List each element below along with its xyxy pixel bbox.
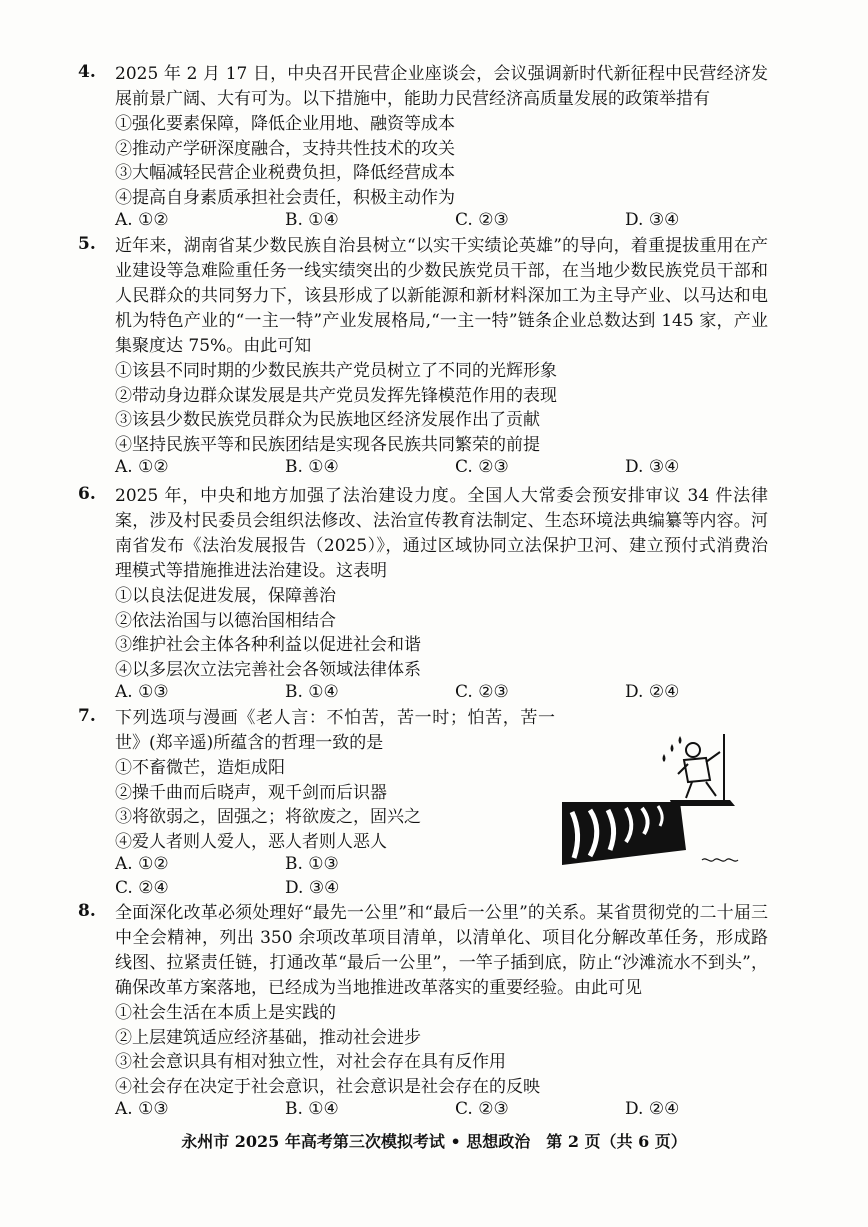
statement-1: ①该县不同时期的少数民族共产党员树立了不同的光辉形象: [115, 361, 557, 381]
statement-4: ④社会存在决定于社会意识，社会意识是社会存在的反映: [115, 1076, 540, 1097]
statement-3: ③维护社会主体各种利益以促进社会和谐: [115, 635, 421, 655]
statement-3: ③大幅减轻民营企业税费负担，降低经营成本: [115, 163, 455, 183]
answer-choices-row-1: [115, 854, 415, 878]
statement-2: ②推动产学研深度融合，支持共性技术的攻关: [115, 138, 455, 159]
question-stem: 全面深化改革必须处理好“最先一公里”和“最后一公里”的关系。某省贯彻党的二十届三中全会精神，列出 350 余项改革项目清单，以清单化、项目化分解改革任务，形成路线图、拉紧责任链，打通改革“最后一公里”，一竿子插到底，防止“沙滩流水不到头”，确保改革方案落地，已经成为当地推进改革落实的重要经验。由此可见: [115, 903, 768, 998]
choice-c[interactable]: C. ②③: [455, 210, 509, 230]
choice-a[interactable]: A. ①③: [115, 682, 169, 702]
choice-a[interactable]: A. ①②: [115, 854, 169, 874]
statement-2: ②操千曲而后晓声，观千剑而后识器: [115, 782, 387, 803]
answer-choices: [115, 1099, 768, 1123]
choice-a[interactable]: A. ①②: [115, 210, 169, 230]
choice-b[interactable]: B. ①③: [285, 854, 339, 874]
statement-3: ③将欲弱之，固强之；将欲废之，固兴之: [115, 807, 421, 827]
question-number: 8.: [78, 901, 96, 921]
statement-3: ③该县少数民族党员群众为民族地区经济发展作出了贡献: [115, 410, 540, 430]
cartoon-illustration: [560, 730, 750, 875]
statement-2: ②上层建筑适应经济基础，推动社会进步: [115, 1027, 421, 1048]
choice-b[interactable]: B. ①④: [285, 1099, 339, 1119]
choice-c[interactable]: C. ②③: [455, 1099, 509, 1119]
statement-2: ②带动身边群众谋发展是共产党员发挥先锋模范作用的表现: [115, 385, 557, 406]
statement-1: ①不畜微芒，造炬成阳: [115, 758, 285, 778]
choice-a[interactable]: A. ①②: [115, 457, 169, 477]
choice-d[interactable]: D. ③④: [625, 210, 680, 230]
statement-4: ④以多层次立法完善社会各领域法律体系: [115, 659, 421, 680]
choice-d[interactable]: D. ③④: [625, 457, 680, 477]
statement-1: ①以良法促进发展，保障善治: [115, 586, 336, 606]
question-stem: 2025 年，中央和地方加强了法治建设力度。全国人大常委会预安排审议 34 件法律案，涉及村民委员会组织法修改、法治宣传教育法制定、生态环境法典编纂等内容。河南省发布《法治发展报告（2025）》，通过区域协同立法保护卫河、建立预付式消费治理模式等措施推进法治建设。这表明: [115, 486, 768, 581]
statement-2: ②依法治国与以德治国相结合: [115, 610, 336, 631]
statement-4: ④爱人者则人爱人，恶人者则人恶人: [115, 831, 387, 852]
answer-choices-row-2: [115, 878, 415, 902]
statement-4: ④提高自身素质承担社会责任，积极主动作为: [115, 187, 455, 208]
cartoon-drawing: [560, 730, 750, 875]
choice-d[interactable]: D. ②④: [625, 1099, 680, 1119]
question-stem: 下列选项与漫画《老人言：不怕苦，苦一时；怕苦，苦一世》(郑辛遥)所蕴含的哲理一致的是: [115, 708, 555, 753]
choice-b[interactable]: B. ①④: [285, 682, 339, 702]
statement-3: ③社会意识具有相对独立性，对社会存在具有反作用: [115, 1052, 506, 1072]
question-number: 6.: [78, 484, 96, 504]
question-5: [78, 234, 768, 481]
choice-b[interactable]: B. ①④: [285, 210, 339, 230]
choice-c[interactable]: C. ②④: [115, 878, 169, 898]
question-number: 5.: [78, 234, 96, 254]
choice-d[interactable]: D. ③④: [285, 878, 340, 898]
question-8: [78, 901, 768, 1123]
choice-c[interactable]: C. ②③: [455, 682, 509, 702]
answer-choices: [115, 210, 768, 234]
question-stem: 近年来，湖南省某少数民族自治县树立“以实干实绩论英雄”的导向，着重提拔重用在产业建设等急难险重任务一线实绩突出的少数民族党员干部，在当地少数民族党员干部和人民群众的共同努力下，该县形成了以新能源和新材料深加工为主导产业、以马达和电机为特色产业的“一主一特”产业发展格局,“一主一特”链条企业总数达到 145 家，产业集聚度达 75%。由此可知: [115, 236, 768, 356]
question-4: [78, 62, 768, 234]
choice-b[interactable]: B. ①④: [285, 457, 339, 477]
statement-1: ①社会生活在本质上是实践的: [115, 1003, 336, 1023]
page-footer: 永州市 2025 年高考第三次模拟考试 • 思想政治 第 2 页（共 6 页）: [181, 1132, 687, 1151]
answer-choices: [115, 682, 768, 706]
choice-a[interactable]: A. ①③: [115, 1099, 169, 1119]
question-6: [78, 484, 768, 706]
question-number: 7.: [78, 706, 96, 726]
answer-choices: [115, 457, 768, 481]
question-stem: 2025 年 2 月 17 日，中央召开民营企业座谈会，会议强调新时代新征程中民营经济发展前景广阔、大有可为。以下措施中，能助力民营经济高质量发展的政策举措有: [115, 64, 768, 109]
choice-c[interactable]: C. ②③: [455, 457, 509, 477]
choice-d[interactable]: D. ②④: [625, 682, 680, 702]
statement-1: ①强化要素保障，降低企业用地、融资等成本: [115, 114, 455, 134]
question-number: 4.: [78, 62, 96, 82]
statement-4: ④坚持民族平等和民族团结是实现各民族共同繁荣的前提: [115, 434, 540, 455]
